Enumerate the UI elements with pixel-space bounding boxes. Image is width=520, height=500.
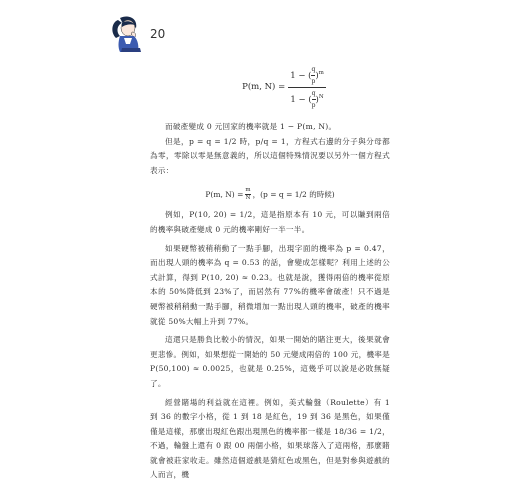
paragraph-5: 這還只是勝負比較小的情況，如果一開始的賭注更大，後果就會更悲慘。例如，如果想從一開始的 50 元變成兩倍的 100 元，機率是 P(50,100) ≈ 0.0025，也就是 0.25%，這幾乎可以說是必敗無疑了。 [150, 335, 390, 388]
formula-denominator: 1 − ( $\frac{q}{p}$ )$^N$ [290, 89, 324, 109]
formula-numerator: 1 − ( $\frac{q}{p}$ )$^m$ [290, 65, 324, 85]
paragraph-1: 而破產變成 0 元回家的機率就是 1 − P(m, N)。 [165, 122, 337, 131]
probability-formula [178, 62, 390, 112]
formula-fraction [288, 66, 326, 109]
special-case-formula: P(m, N) = $\frac{m}{N}$ ，(p = q = 1/2 的時候) [205, 187, 335, 202]
page-content [150, 62, 390, 483]
paragraph-2: 但是，p = q = 1/2 時，p/q = 1，方程式右邊的分子與分母都為零，零除以零是無意義的，所以這個特殊情況要以另外一個方程式表示： [150, 136, 390, 175]
paragraph-3: 例如，P(10, 20) = 1/2，這是指原本有 10 元，可以賺到兩倍的機率與破產變成 0 元的機率剛好一半一半。 [150, 210, 390, 234]
formula-lhs: P(m, N) = [242, 82, 286, 92]
paragraph-6: 經營賭場的利益就在這裡。例如，美式輪盤（Roulette）有 1 到 36 的數字小格，從 1 到 18 是紅色，19 到 36 是黑色，如果僅僅是這樣，那麼出現紅色跟出現黑色的機率都一樣是 18/36 = 1/2，不過，輪盤上還有 0 跟 00 兩個小格，如果球落入了這兩格，那麼賭就會被莊家收走。雖然這個遊戲是猜紅色或黑色，但是對參與遊戲的人而言，機 [150, 397, 390, 480]
page-number: 20 [150, 27, 166, 41]
paragraph-4: 如果硬幣被稍稍動了一點手腳，出現字面的機率為 p = 0.47，而出現人頭的機率為 q = 0.53 的話，會變成怎樣呢？利用上述的公式計算，得到 P(10, 20) ≈ 0.23。也就是說，獲得兩倍的機率從原本的 50%降低到 23%了，而居然有 77%的機率會破產！只不過是硬幣被稍稍動一點手腳，稍微增加一點出現人頭的機率，破產的機率就從 50%大幅上升到 77%。 [150, 243, 390, 326]
girl-mascot-icon [108, 14, 146, 54]
